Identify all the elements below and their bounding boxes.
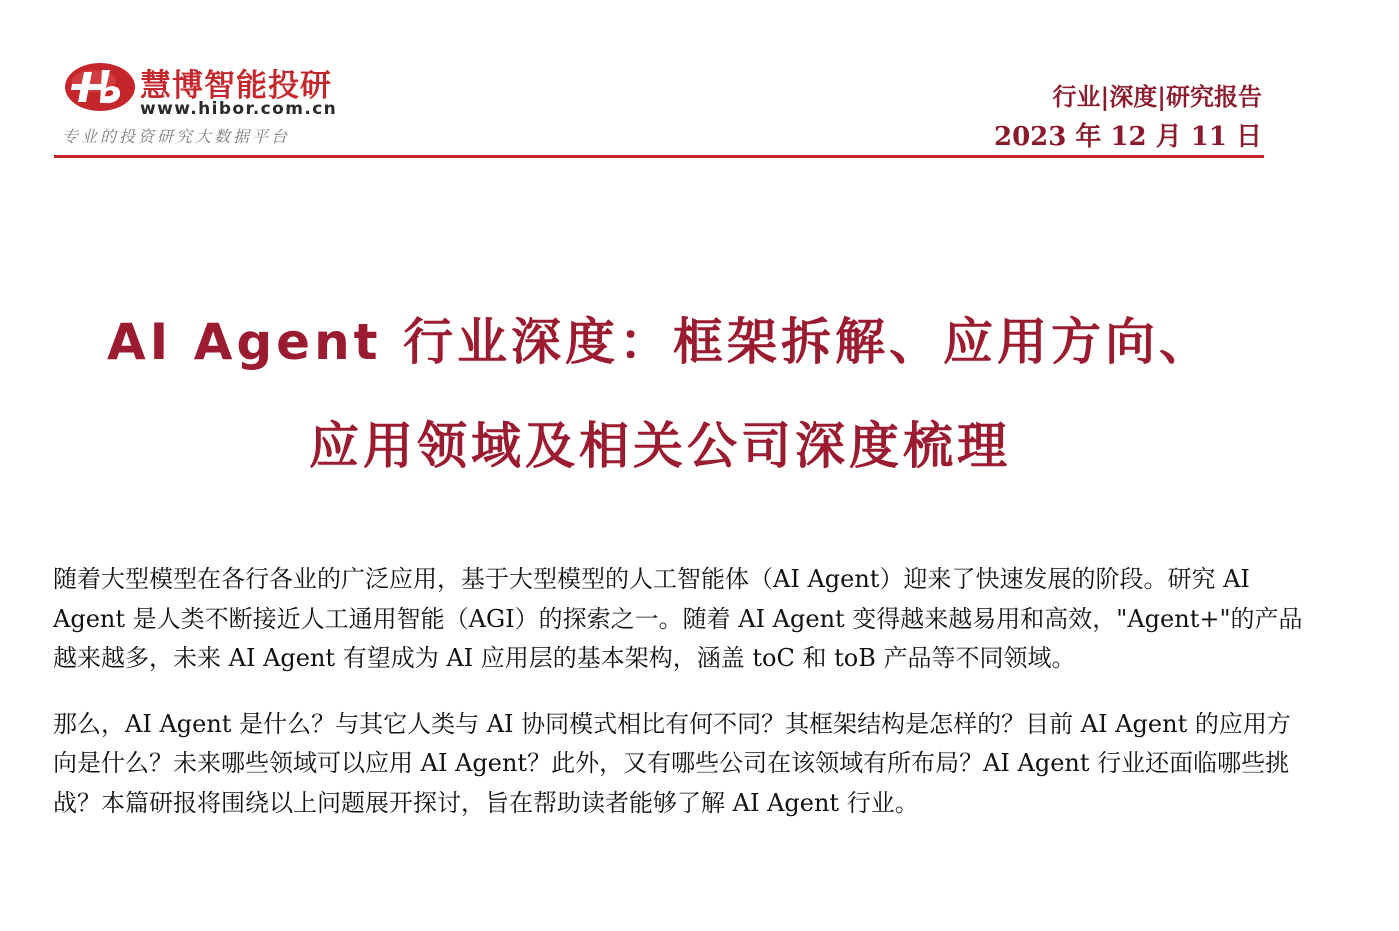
report-date: 2023 年 12 月 11 日 (994, 122, 1262, 152)
report-type: 行业|深度|研究报告 (1052, 82, 1262, 111)
report-header (54, 58, 1264, 158)
report-title-line-2: 应用领域及相关公司深度梳理 (309, 417, 1011, 475)
report-body (53, 560, 1303, 823)
logo-name: 慧博智能投研 (140, 68, 332, 104)
report-title-line-1: AI Agent 行业深度：框架拆解、应用方向、 (106, 313, 1213, 371)
body-paragraph-1: 随着大型模型在各行各业的广泛应用，基于大型模型的人工智能体（AI Agent）迎来了快速发展的阶段。研究 AI Agent 是人类不断接近人工通用智能（AGI）的探索之一。随着 AI Agent 变得越来越易用和高效，"Agent+"的产品越来越多，未来 AI Agent 有望成为 AI 应用层的基本架构，涵盖 toC 和 toB 产品等不同领域。 (53, 565, 1303, 672)
report-title (40, 290, 1280, 498)
header-divider (54, 155, 1264, 158)
hibor-logo-icon (64, 62, 136, 112)
logo-slogan: 专业的投资研究大数据平台 (62, 127, 291, 146)
logo-url: www.hibor.com.cn (140, 99, 338, 119)
body-paragraph-2: 那么，AI Agent 是什么？与其它人类与 AI 协同模式相比有何不同？其框架结构是怎样的？目前 AI Agent 的应用方向是什么？未来哪些领域可以应用 AI Agent？此外，又有哪些公司在该领域有所布局？AI Agent 行业还面临哪些挑战？本篇研报将围绕以上问题展开探讨，旨在帮助读者能够了解 AI Agent 行业。 (53, 709, 1291, 817)
